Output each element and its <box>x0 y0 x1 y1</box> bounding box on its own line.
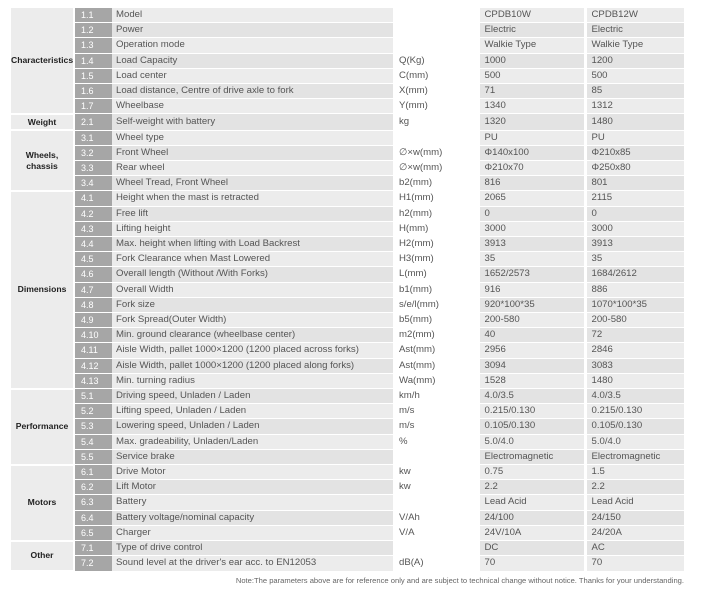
value-model-b: 2846 <box>585 343 684 358</box>
row-unit: Q(Kg) <box>393 53 479 68</box>
value-model-a: CPDB10W <box>479 8 585 23</box>
value-model-b: 70 <box>585 556 684 571</box>
value-model-a: 1652/2573 <box>479 267 585 282</box>
row-number: 1.7 <box>74 99 112 114</box>
value-model-b: 35 <box>585 252 684 267</box>
spec-row <box>11 99 684 114</box>
spec-table-body <box>11 8 684 571</box>
row-label: Charger <box>112 525 393 540</box>
row-label: Overall length (Without /With Forks) <box>112 267 393 282</box>
row-number: 1.6 <box>74 84 112 99</box>
row-label: Wheelbase <box>112 99 393 114</box>
value-model-b: 4.0/3.5 <box>585 389 684 404</box>
value-model-a: 200-580 <box>479 313 585 328</box>
spec-row <box>11 84 684 99</box>
spec-row <box>11 328 684 343</box>
row-number: 3.1 <box>74 130 112 145</box>
value-model-a: 3094 <box>479 358 585 373</box>
spec-row <box>11 373 684 388</box>
value-model-a: Lead Acid <box>479 495 585 510</box>
row-number: 4.2 <box>74 206 112 221</box>
value-model-a: 35 <box>479 252 585 267</box>
value-model-b: 1480 <box>585 114 684 130</box>
spec-row <box>11 191 684 206</box>
value-model-b: 2115 <box>585 191 684 206</box>
row-number: 4.11 <box>74 343 112 358</box>
value-model-a: 24V/10A <box>479 525 585 540</box>
row-number: 6.3 <box>74 495 112 510</box>
value-model-a: 4.0/3.5 <box>479 389 585 404</box>
row-unit: ∅×w(mm) <box>393 161 479 176</box>
section-label: Characteristics <box>11 8 74 114</box>
spec-row <box>11 221 684 236</box>
value-model-a: 0.215/0.130 <box>479 404 585 419</box>
section-label: Weight <box>11 114 74 130</box>
value-model-a: 0.105/0.130 <box>479 419 585 434</box>
value-model-b: Φ250x80 <box>585 161 684 176</box>
value-model-b: 886 <box>585 282 684 297</box>
value-model-a: 2956 <box>479 343 585 358</box>
value-model-a: 1000 <box>479 53 585 68</box>
value-model-a: PU <box>479 130 585 145</box>
row-unit: H3(mm) <box>393 252 479 267</box>
value-model-a: 0.75 <box>479 465 585 480</box>
row-unit <box>393 38 479 53</box>
value-model-b: 200-580 <box>585 313 684 328</box>
spec-row <box>11 419 684 434</box>
row-number: 1.5 <box>74 68 112 83</box>
spec-row <box>11 449 684 464</box>
value-model-b: AC <box>585 541 684 556</box>
row-label: Operation mode <box>112 38 393 53</box>
value-model-b: 2.2 <box>585 480 684 495</box>
value-model-b: 1312 <box>585 99 684 114</box>
value-model-a: 920*100*35 <box>479 297 585 312</box>
spec-row <box>11 434 684 449</box>
row-number: 5.1 <box>74 389 112 404</box>
row-label: Lifting speed, Unladen / Laden <box>112 404 393 419</box>
row-label: Load center <box>112 68 393 83</box>
row-unit <box>393 130 479 145</box>
row-unit <box>393 449 479 464</box>
row-unit: m/s <box>393 404 479 419</box>
row-unit: b5(mm) <box>393 313 479 328</box>
value-model-a: 0 <box>479 206 585 221</box>
value-model-a: Walkie Type <box>479 38 585 53</box>
value-model-a: 40 <box>479 328 585 343</box>
value-model-b: Electromagnetic <box>585 449 684 464</box>
spec-row <box>11 252 684 267</box>
row-label: Battery voltage/nominal capacity <box>112 510 393 525</box>
row-label: Wheel Tread, Front Wheel <box>112 176 393 191</box>
section-label: Performance <box>11 389 74 465</box>
value-model-b: 500 <box>585 68 684 83</box>
spec-row <box>11 114 684 130</box>
value-model-a: 5.0/4.0 <box>479 434 585 449</box>
value-model-b: CPDB12W <box>585 8 684 23</box>
row-unit: ∅×w(mm) <box>393 145 479 160</box>
row-number: 2.1 <box>74 114 112 130</box>
row-unit <box>393 495 479 510</box>
spec-row <box>11 161 684 176</box>
footnote: Note:The parameters above are for reference only and are subject to technical change without notice. Thanks for your understanding. <box>235 576 684 585</box>
value-model-b: Φ210x85 <box>585 145 684 160</box>
value-model-b: 1200 <box>585 53 684 68</box>
row-unit: H2(mm) <box>393 237 479 252</box>
row-number: 3.2 <box>74 145 112 160</box>
spec-table <box>11 8 684 572</box>
spec-row <box>11 358 684 373</box>
row-number: 4.3 <box>74 221 112 236</box>
value-model-b: 3913 <box>585 237 684 252</box>
row-unit: L(mm) <box>393 267 479 282</box>
spec-row <box>11 53 684 68</box>
row-unit <box>393 8 479 23</box>
spec-row <box>11 130 684 145</box>
row-label: Free lift <box>112 206 393 221</box>
spec-row <box>11 465 684 480</box>
row-label: Self-weight with battery <box>112 114 393 130</box>
spec-row <box>11 389 684 404</box>
row-label: Min. turning radius <box>112 373 393 388</box>
row-number: 6.2 <box>74 480 112 495</box>
row-number: 4.5 <box>74 252 112 267</box>
value-model-a: 2065 <box>479 191 585 206</box>
row-number: 4.9 <box>74 313 112 328</box>
row-number: 4.7 <box>74 282 112 297</box>
value-model-a: 70 <box>479 556 585 571</box>
row-unit: km/h <box>393 389 479 404</box>
row-label: Front Wheel <box>112 145 393 160</box>
row-label: Drive Motor <box>112 465 393 480</box>
row-label: Driving speed, Unladen / Laden <box>112 389 393 404</box>
value-model-b: 24/150 <box>585 510 684 525</box>
row-label: Rear wheel <box>112 161 393 176</box>
row-label: Load distance, Centre of drive axle to fork <box>112 84 393 99</box>
value-model-a: 24/100 <box>479 510 585 525</box>
row-number: 5.5 <box>74 449 112 464</box>
row-number: 7.2 <box>74 556 112 571</box>
value-model-a: 3913 <box>479 237 585 252</box>
row-label: Lowering speed, Unladen / Laden <box>112 419 393 434</box>
value-model-b: Lead Acid <box>585 495 684 510</box>
row-label: Max. height when lifting with Load Backrest <box>112 237 393 252</box>
row-label: Power <box>112 23 393 38</box>
row-number: 1.3 <box>74 38 112 53</box>
row-unit: V/Ah <box>393 510 479 525</box>
spec-row <box>11 145 684 160</box>
row-unit: H1(mm) <box>393 191 479 206</box>
spec-row <box>11 267 684 282</box>
row-unit: m2(mm) <box>393 328 479 343</box>
value-model-b: 801 <box>585 176 684 191</box>
value-model-a: Φ210x70 <box>479 161 585 176</box>
row-label: Wheel type <box>112 130 393 145</box>
spec-row <box>11 297 684 312</box>
row-unit: C(mm) <box>393 68 479 83</box>
value-model-b: 0 <box>585 206 684 221</box>
row-label: Load Capacity <box>112 53 393 68</box>
row-label: Type of drive control <box>112 541 393 556</box>
row-number: 1.1 <box>74 8 112 23</box>
row-label: Fork Spread(Outer Width) <box>112 313 393 328</box>
value-model-b: 24/20A <box>585 525 684 540</box>
value-model-b: 85 <box>585 84 684 99</box>
row-number: 4.10 <box>74 328 112 343</box>
value-model-a: Electric <box>479 23 585 38</box>
value-model-a: 500 <box>479 68 585 83</box>
spec-row <box>11 176 684 191</box>
value-model-b: 0.105/0.130 <box>585 419 684 434</box>
row-number: 3.3 <box>74 161 112 176</box>
row-unit: b1(mm) <box>393 282 479 297</box>
row-unit: kg <box>393 114 479 130</box>
row-number: 4.6 <box>74 267 112 282</box>
row-number: 6.1 <box>74 465 112 480</box>
spec-row <box>11 68 684 83</box>
section-label: Motors <box>11 465 74 541</box>
value-model-a: 71 <box>479 84 585 99</box>
value-model-a: Electromagnetic <box>479 449 585 464</box>
spec-row <box>11 38 684 53</box>
value-model-b: 1070*100*35 <box>585 297 684 312</box>
spec-row <box>11 8 684 23</box>
value-model-b: 72 <box>585 328 684 343</box>
value-model-b: 3083 <box>585 358 684 373</box>
row-label: Height when the mast is retracted <box>112 191 393 206</box>
section-label: Wheels, chassis <box>11 130 74 191</box>
row-label: Model <box>112 8 393 23</box>
row-number: 5.2 <box>74 404 112 419</box>
row-unit: Wa(mm) <box>393 373 479 388</box>
row-unit: Y(mm) <box>393 99 479 114</box>
row-number: 5.4 <box>74 434 112 449</box>
row-number: 5.3 <box>74 419 112 434</box>
row-unit: % <box>393 434 479 449</box>
row-unit: X(mm) <box>393 84 479 99</box>
value-model-b: 1.5 <box>585 465 684 480</box>
spec-row <box>11 206 684 221</box>
section-label: Other <box>11 541 74 571</box>
spec-row <box>11 313 684 328</box>
spec-row <box>11 237 684 252</box>
spec-row <box>11 495 684 510</box>
spec-row <box>11 510 684 525</box>
row-unit: Ast(mm) <box>393 343 479 358</box>
row-unit: b2(mm) <box>393 176 479 191</box>
row-unit: V/A <box>393 525 479 540</box>
value-model-a: 1340 <box>479 99 585 114</box>
value-model-a: 2.2 <box>479 480 585 495</box>
row-label: Max. gradeability, Unladen/Laden <box>112 434 393 449</box>
row-number: 7.1 <box>74 541 112 556</box>
value-model-b: 0.215/0.130 <box>585 404 684 419</box>
row-unit: H(mm) <box>393 221 479 236</box>
value-model-b: 1480 <box>585 373 684 388</box>
value-model-b: 3000 <box>585 221 684 236</box>
value-model-b: Electric <box>585 23 684 38</box>
spec-row <box>11 525 684 540</box>
row-number: 1.2 <box>74 23 112 38</box>
row-number: 6.5 <box>74 525 112 540</box>
row-label: Fork Clearance when Mast Lowered <box>112 252 393 267</box>
row-unit: m/s <box>393 419 479 434</box>
row-label: Service brake <box>112 449 393 464</box>
row-number: 4.8 <box>74 297 112 312</box>
spec-row <box>11 541 684 556</box>
row-label: Battery <box>112 495 393 510</box>
row-label: Fork size <box>112 297 393 312</box>
value-model-a: Φ140x100 <box>479 145 585 160</box>
row-label: Overall Width <box>112 282 393 297</box>
row-unit: Ast(mm) <box>393 358 479 373</box>
row-number: 6.4 <box>74 510 112 525</box>
row-unit: kw <box>393 465 479 480</box>
value-model-b: 1684/2612 <box>585 267 684 282</box>
row-label: Sound level at the driver's ear acc. to EN12053 <box>112 556 393 571</box>
row-label: Aisle Width, pallet 1000×1200 (1200 placed across forks) <box>112 343 393 358</box>
value-model-b: PU <box>585 130 684 145</box>
spec-row <box>11 480 684 495</box>
row-label: Lifting height <box>112 221 393 236</box>
spec-row <box>11 404 684 419</box>
row-label: Min. ground clearance (wheelbase center) <box>112 328 393 343</box>
row-label: Lift Motor <box>112 480 393 495</box>
value-model-a: 3000 <box>479 221 585 236</box>
row-unit: h2(mm) <box>393 206 479 221</box>
row-number: 4.12 <box>74 358 112 373</box>
value-model-b: 5.0/4.0 <box>585 434 684 449</box>
row-unit: dB(A) <box>393 556 479 571</box>
row-number: 3.4 <box>74 176 112 191</box>
section-label: Dimensions <box>11 191 74 389</box>
row-number: 4.13 <box>74 373 112 388</box>
spec-row <box>11 23 684 38</box>
value-model-a: 816 <box>479 176 585 191</box>
value-model-b: Walkie Type <box>585 38 684 53</box>
row-number: 4.4 <box>74 237 112 252</box>
value-model-a: 916 <box>479 282 585 297</box>
row-number: 4.1 <box>74 191 112 206</box>
spec-row <box>11 556 684 571</box>
value-model-a: DC <box>479 541 585 556</box>
row-label: Aisle Width, pallet 1000×1200 (1200 placed along forks) <box>112 358 393 373</box>
row-unit <box>393 541 479 556</box>
row-unit: kw <box>393 480 479 495</box>
spec-row <box>11 343 684 358</box>
row-unit <box>393 23 479 38</box>
row-unit: s/e/l(mm) <box>393 297 479 312</box>
spec-row <box>11 282 684 297</box>
value-model-a: 1528 <box>479 373 585 388</box>
row-number: 1.4 <box>74 53 112 68</box>
value-model-a: 1320 <box>479 114 585 130</box>
